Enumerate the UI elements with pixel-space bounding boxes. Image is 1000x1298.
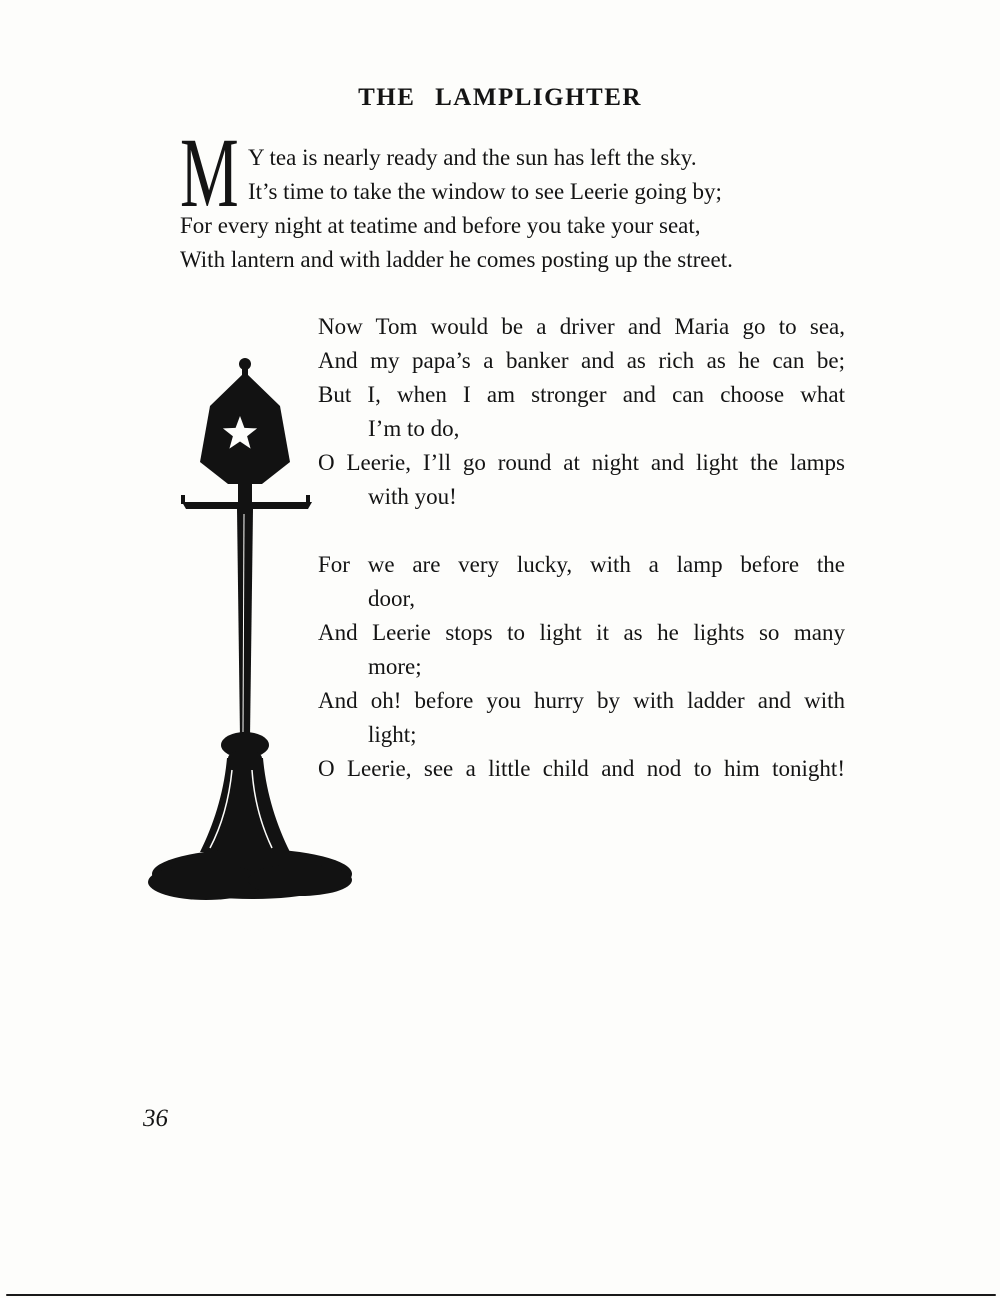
lamp-crossbar	[182, 502, 312, 509]
poem-line: door,	[368, 586, 415, 611]
page-number: 36	[143, 1105, 168, 1132]
poem-line: O Leerie, see a little child and nod to him tonight!	[318, 756, 845, 781]
stanza-1	[180, 117, 780, 277]
poem-line: For every night at teatime and before you take your seat,	[180, 213, 701, 238]
lamp-post	[237, 509, 253, 738]
lamp-base	[200, 758, 290, 852]
scan-edge-artifact	[6, 1294, 996, 1296]
stanza-3	[318, 548, 845, 786]
poem-line: with you!	[368, 484, 457, 509]
poem-line: Now Tom would be a driver and Maria go to sea,	[318, 314, 845, 339]
poem-line: With lantern and with ladder he comes posting up the street.	[180, 247, 733, 272]
poem-line: It’s time to take the window to see Leerie going by;	[248, 179, 722, 204]
stanza-2	[318, 310, 845, 514]
lantern-roof	[210, 372, 280, 406]
poem-line: For we are very lucky, with a lamp before the	[318, 552, 845, 577]
poem-line: Y tea is nearly ready and the sun has left the sky.	[248, 145, 697, 170]
poem-line: more;	[368, 654, 422, 679]
poem-line: And Leerie stops to light it as he lights so many	[318, 620, 845, 645]
poem-title: THE LAMPLIGHTER	[358, 84, 642, 111]
poem-line: And oh! before you hurry by with ladder and with	[318, 688, 845, 713]
poem-line: I’m to do,	[368, 416, 460, 441]
poem-line: And my papa’s a banker and as rich as he can be;	[318, 348, 845, 373]
poem-line: But I, when I am stronger and can choose what	[318, 382, 845, 407]
poem-line: light;	[368, 722, 417, 747]
drop-cap: M	[180, 117, 239, 228]
poem-line: O Leerie, I’ll go round at night and light the lamps	[318, 450, 845, 475]
